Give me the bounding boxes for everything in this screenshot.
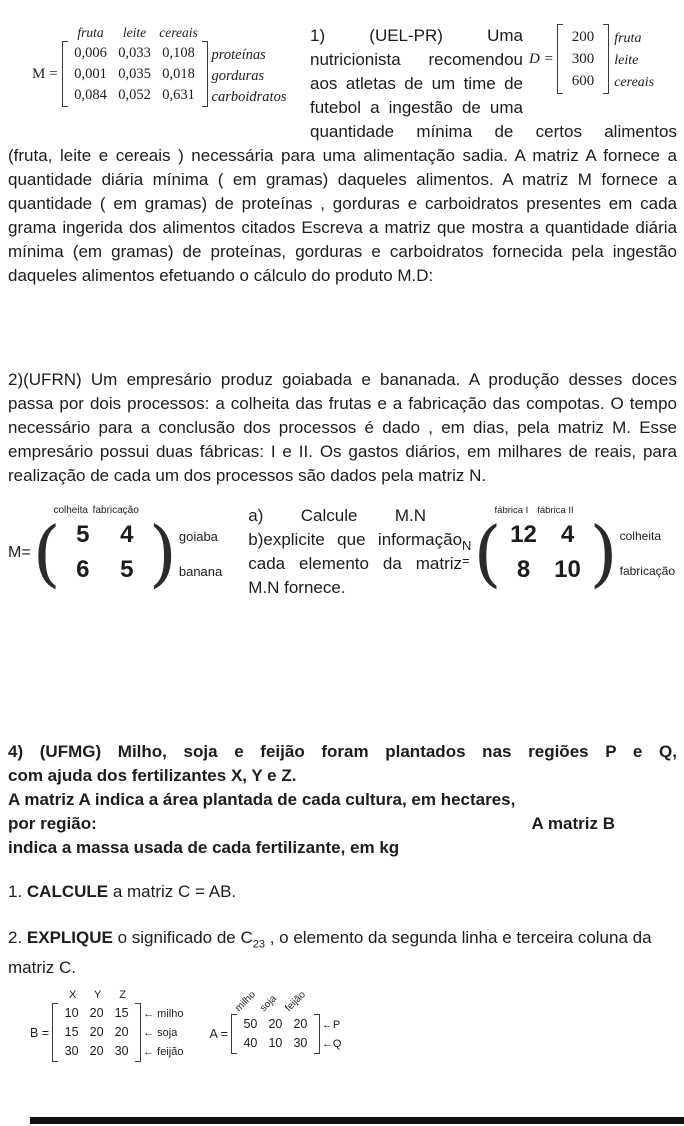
row-label: fruta — [614, 31, 642, 46]
right-paren-icon: ) — [148, 510, 177, 595]
task-verb: CALCULE — [26, 882, 109, 901]
matrix-cell: 50 — [243, 1017, 258, 1032]
row-label: carboidratos — [211, 88, 287, 105]
matrix-cell: 15 — [64, 1025, 79, 1040]
matriz-b-note: A matriz B — [531, 814, 615, 833]
matrix-cell: 5 — [76, 521, 90, 548]
task-number: 2. — [8, 928, 27, 947]
col-header: milho — [233, 989, 258, 1015]
matrix-M-row-labels — [212, 43, 287, 106]
matrix-D-row-labels — [614, 26, 654, 92]
matrix-M-name: M = — [32, 65, 58, 82]
matrix-cell: 30 — [64, 1044, 79, 1059]
matrix-A-name: A = — [209, 1027, 228, 1042]
matrix-cell: 0,006 — [74, 45, 107, 61]
right-bracket-icon — [314, 1014, 320, 1054]
col-header: colheita — [53, 505, 88, 516]
matrix-cell: 15 — [114, 1006, 129, 1021]
col-header: X — [68, 989, 77, 1002]
col-header: soja — [258, 993, 279, 1015]
problem-4-matrices — [30, 988, 677, 1062]
por-regiao-text: por região: — [8, 814, 97, 833]
page-edge-bar — [30, 1117, 684, 1124]
matrix-cell: 0,631 — [162, 87, 195, 103]
problem-4-area-line: A matriz A indica a área plantada de cada cultura, em hectares, — [8, 790, 516, 809]
matrix-cell: 30 — [293, 1036, 308, 1051]
matrix-cell: 300 — [571, 51, 595, 67]
problem-4-massa-line: indica a massa usada de cada fertilizante, em kg — [8, 838, 400, 857]
matrix-cell: 12 — [510, 521, 537, 548]
matrix-N-name: N = — [462, 537, 472, 568]
matrix-N-values — [502, 518, 590, 587]
matrix-cell: 5 — [120, 556, 134, 583]
matrix-cell: 20 — [89, 1006, 104, 1021]
matrix-D-name: D = — [529, 50, 554, 67]
right-bracket-icon — [135, 1003, 141, 1062]
matrix-cell: 10 — [64, 1006, 79, 1021]
matrix-B-row-labels — [143, 1004, 183, 1061]
matrix-N-row-labels — [620, 519, 675, 586]
matrix-cell: 0,001 — [74, 66, 107, 82]
row-label: gorduras — [211, 67, 265, 84]
col-header: fábrica I — [494, 505, 529, 516]
task-number: 1. — [8, 882, 27, 901]
row-label: cereais — [614, 75, 655, 90]
task-text: a matriz C = AB. — [108, 882, 237, 901]
matrix-cell: 0,035 — [118, 66, 151, 82]
col-header: fruta — [77, 25, 104, 40]
matrix-N-costs — [462, 504, 675, 595]
task-text: o significado de C — [112, 928, 253, 947]
matrix-cell: 20 — [293, 1017, 308, 1032]
task-verb: EXPLIQUE — [26, 928, 113, 947]
matrix-A-row-labels — [322, 1015, 342, 1053]
matrix-cell: 0,033 — [118, 45, 151, 61]
matrix-cell: 0,108 — [162, 45, 195, 61]
col-header: leite — [122, 25, 147, 40]
row-label: ←P — [321, 1019, 341, 1032]
matrix-B-fertilizer — [30, 988, 183, 1062]
c23-subscript: 23 — [252, 938, 265, 951]
matrix-B-values — [58, 1003, 135, 1062]
col-header: fabricação — [92, 505, 139, 516]
matrix-cell: 200 — [571, 29, 595, 45]
matrix-M2-name: M= — [8, 543, 31, 561]
problem-1 — [8, 24, 677, 288]
task-2-explique — [8, 926, 677, 980]
row-label: fabricação — [619, 564, 675, 578]
matrix-cell: 8 — [516, 556, 531, 583]
matrix-M-nutrition — [32, 24, 310, 140]
right-bracket-icon — [603, 24, 609, 94]
matrix-D-values — [563, 24, 604, 94]
task-a-text: a) Calcule M.N — [248, 506, 427, 525]
matrix-M-col-headers — [62, 24, 208, 41]
row-label: ← feijão — [143, 1046, 184, 1059]
problem-2-tasks — [248, 504, 462, 600]
matrix-B-name: B = — [30, 1025, 50, 1040]
problem-2-text: 2)(UFRN) Um empresário produz goiabada e bananada. A produção desses doces passa por dois processos: a colheita das frutas e a fabricação das compotas. O tempo necessário para a conclusão dos processos é dado , em dias, pela matriz M. Esse empresário possui duas fábricas: I e II. Os gastos diários, em milhares de reais, para realização de cada um dos processos são dados pela matriz N. — [8, 370, 677, 485]
matrix-D-demand — [529, 24, 677, 116]
row-label: leite — [614, 53, 639, 68]
problem-1-body: (fruta, leite e cereais ) necessária para uma alimentação sadia. A matriz A fornece a quantidade diária mínima ( em gramas) daqueles alimentos. A matriz M fornece a quantidade ( em gramas) de proteínas , gorduras e carboidratos presentes em cada grama ingerida dos alimentos citados Escreva a matriz que mostra a quantidade diária mínima (em gramas) de proteínas, gorduras e carboidratos fornecida pela ingestão daqueles alimentos efetuando o cálculo do produto M.D: — [8, 146, 677, 285]
col-header: Y — [93, 989, 102, 1002]
matrix-M2-values — [61, 518, 149, 587]
problem-4-heading-line2: com ajuda dos fertilizantes X, Y e Z. — [8, 766, 297, 785]
matrix-cell: 10 — [268, 1036, 283, 1051]
matrix-M-production — [8, 504, 223, 595]
problem-4-heading-line1: 4) (UFMG) Milho, soja e feijão foram plantados nas regiões P e Q, — [8, 742, 677, 761]
row-label: goiaba — [178, 528, 218, 544]
right-bracket-icon — [202, 41, 208, 107]
matrix-cell: 4 — [120, 521, 134, 548]
col-header: fábrica II — [537, 505, 574, 516]
matrix-cell: 40 — [243, 1036, 258, 1051]
matrix-cell: 0,052 — [118, 87, 151, 103]
matrix-cell: 20 — [89, 1025, 104, 1040]
row-label: colheita — [619, 529, 661, 543]
problem-2-matrices — [8, 504, 677, 600]
matrix-cell: 20 — [268, 1017, 283, 1032]
left-paren-icon: ( — [473, 510, 502, 595]
matrix-M-values — [68, 41, 202, 107]
matrix-cell: 600 — [571, 73, 595, 89]
matrix-A-area — [209, 988, 341, 1054]
matrix-cell: 6 — [76, 556, 90, 583]
matrix-A-col-headers — [231, 988, 320, 1014]
matrix-cell: 30 — [114, 1044, 129, 1059]
row-label: banana — [178, 563, 223, 579]
matrix-B-col-headers — [52, 988, 141, 1003]
matrix-cell: 10 — [554, 556, 581, 583]
matrix-cell: 4 — [560, 521, 575, 548]
task-1-calcule — [8, 880, 677, 904]
matrix-cell: 20 — [114, 1025, 129, 1040]
matrix-cell: 0,084 — [74, 87, 107, 103]
matrix-A-values — [237, 1014, 314, 1054]
problem-1-intro: 1) (UEL-PR) Uma nutricionista recomendou aos atletas de um time de futebol a ingestão de uma quantidade mínima de certos alimentos — [310, 26, 677, 141]
problem-4 — [8, 740, 677, 860]
left-paren-icon: ( — [32, 510, 61, 595]
task-text: , o elemento da segunda linha e terceira coluna da matriz C. — [8, 928, 652, 978]
row-label: ←Q — [321, 1038, 342, 1051]
matrix-cell: 0,018 — [162, 66, 195, 82]
matrix-M2-row-labels — [179, 519, 222, 586]
col-header: cereais — [159, 25, 198, 40]
matrix-cell: 20 — [89, 1044, 104, 1059]
task-b-text: b)explicite que informação cada elemento da matriz M.N fornece. — [248, 530, 463, 597]
right-paren-icon: ) — [589, 510, 618, 595]
problem-4-split-line — [8, 812, 677, 836]
col-header: feijão — [283, 989, 308, 1015]
row-label: ← milho — [143, 1008, 184, 1021]
col-header: Z — [119, 989, 126, 1002]
row-label: ← soja — [143, 1027, 178, 1040]
row-label: proteínas — [211, 46, 266, 63]
